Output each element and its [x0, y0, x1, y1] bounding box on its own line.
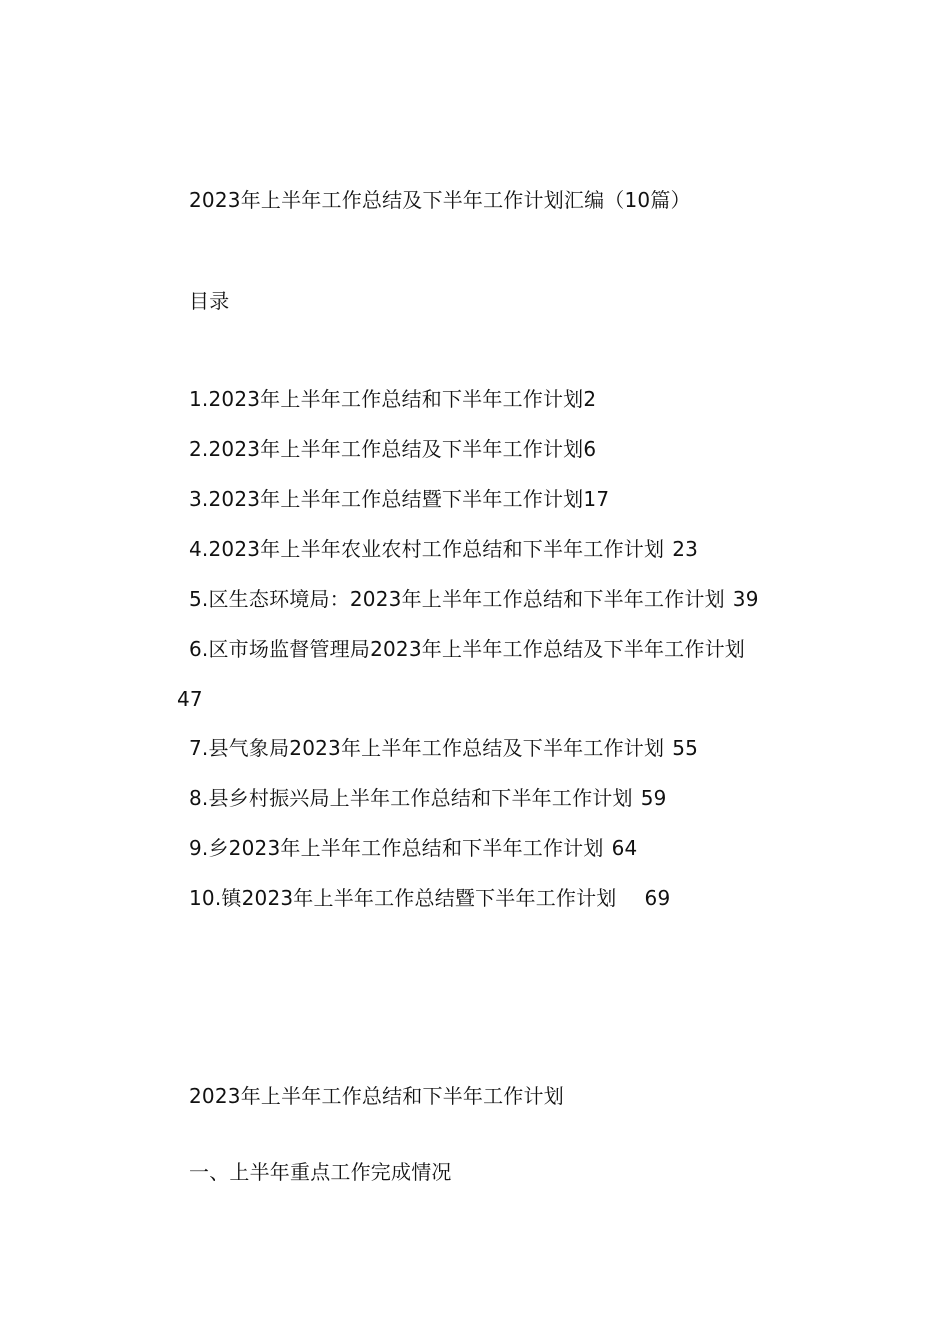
toc-item-page: 6 [583, 437, 597, 461]
section-title: 2023年上半年工作总结和下半年工作计划 [189, 1084, 564, 1108]
toc-item[interactable] [189, 734, 698, 762]
toc-item[interactable] [189, 435, 596, 463]
toc-item-label: 2.2023年上半年工作总结及下半年工作计划 [189, 437, 584, 461]
toc-item-label: 10.镇2023年上半年工作总结暨下半年工作计划 [189, 886, 617, 910]
section-heading: 一、上半年重点工作完成情况 [189, 1160, 452, 1184]
toc-item[interactable] [189, 884, 670, 912]
toc-item-page: 55 [672, 736, 699, 760]
toc-heading: 目录 [189, 289, 230, 313]
toc-item-label: 4.2023年上半年农业农村工作总结和下半年工作计划 [189, 537, 665, 561]
toc-item-label: 1.2023年上半年工作总结和下半年工作计划 [189, 387, 584, 411]
toc-item-label: 3.2023年上半年工作总结暨下半年工作计划 [189, 487, 584, 511]
toc-item[interactable] [189, 485, 609, 513]
toc-item-page: 69 [644, 886, 671, 910]
toc-item[interactable] [189, 535, 698, 563]
toc-item[interactable] [189, 834, 637, 862]
toc-item-page: 17 [583, 487, 610, 511]
toc-item[interactable] [189, 385, 596, 413]
toc-item-page: 59 [640, 786, 667, 810]
toc-item-label: 9.乡2023年上半年工作总结和下半年工作计划 [189, 836, 604, 860]
toc-item-page: 47 [177, 687, 203, 711]
toc-item[interactable] [189, 784, 667, 812]
toc-item[interactable] [189, 635, 745, 663]
toc-item-label: 8.县乡村振兴局上半年工作总结和下半年工作计划 [189, 786, 633, 810]
toc-item[interactable] [189, 585, 759, 613]
toc-item-label: 5.区生态环境局：2023年上半年工作总结和下半年工作计划 [189, 587, 725, 611]
toc-item-label: 7.县气象局2023年上半年工作总结及下半年工作计划 [189, 736, 665, 760]
toc-item-page: 64 [611, 836, 638, 860]
document-title: 2023年上半年工作总结及下半年工作计划汇编（10篇） [189, 188, 691, 212]
toc-item-page: 39 [732, 587, 759, 611]
toc-item-page: 2 [583, 387, 597, 411]
toc-item-label: 6.区市场监督管理局2023年上半年工作总结及下半年工作计划 [189, 637, 745, 661]
toc-item-page: 23 [672, 537, 699, 561]
